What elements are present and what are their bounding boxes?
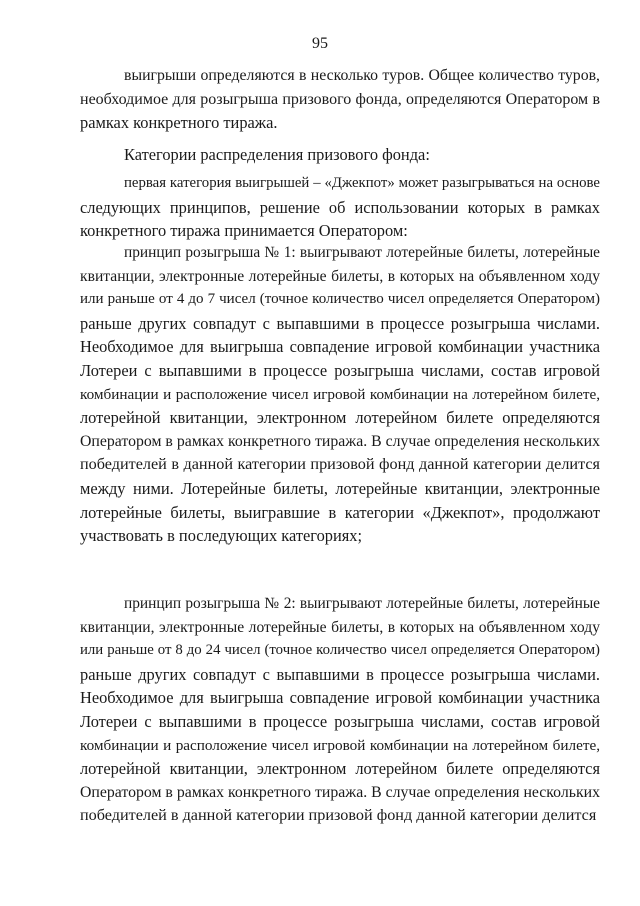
text-line: Лотереи с выпавшими в процессе розыгрыша числами, состав игровой [80, 360, 600, 380]
text-line: принцип розыгрыша № 2: выигрывают лотерейные билеты, лотерейные [124, 595, 600, 612]
text-line: Категории распределения призового фонда: [124, 145, 430, 164]
text-line: комбинации и расположение чисел игровой комбинации на лотерейном билете, [80, 736, 600, 754]
text-line: необходимое для розыгрыша призового фонда, определяются Оператором в [80, 90, 600, 108]
paragraph [80, 64, 600, 135]
paragraph [80, 241, 600, 548]
text-line: победителей в данной категории призовой фонд данной категории делится [80, 455, 600, 474]
text-line: конкретного тиража принимается Оператором: [80, 221, 408, 241]
text-line: Необходимое для выигрыша совпадение игровой комбинации участника [80, 337, 600, 357]
text-line: или раньше от 8 до 24 чисел (точное количество чисел определяется Оператором) [80, 642, 600, 659]
text-line: лотерейные билеты, выигравшие в категории «Джекпот», продолжают [80, 502, 600, 522]
text-line: лотерейной квитанции, электронном лотерейном билете определяются [80, 408, 600, 428]
text-line: Лотереи с выпавшими в процессе розыгрыша числами, состав игровой [80, 711, 600, 731]
text-line: лотерейной квитанции, электронном лотерейном билете определяются [80, 759, 600, 779]
paragraph [80, 172, 600, 243]
page-number: 95 [312, 35, 328, 52]
text-line: комбинации и расположение чисел игровой комбинации на лотерейном билете, [80, 385, 600, 403]
text-line: выигрыши определяются в несколько туров. Общее количество туров, [124, 67, 600, 84]
text-line: первая категория выигрышей – «Джекпот» может разыгрываться на основе [124, 175, 600, 191]
text-line: или раньше от 4 до 7 чисел (точное количество чисел определяется Оператором) [80, 291, 600, 308]
text-line: участвовать в последующих категориях; [80, 526, 363, 546]
text-line: принцип розыгрыша № 1: выигрывают лотерейные билеты, лотерейные [124, 244, 600, 261]
text-line: между ними. Лотерейные билеты, лотерейные квитанции, электронные [80, 478, 600, 498]
text-line: раньше других совпадут с выпавшими в процессе розыгрыша числами. [80, 664, 600, 684]
text-line: рамках конкретного тиража. [80, 113, 278, 133]
text-line: Необходимое для выигрыша совпадение игровой комбинации участника [80, 688, 600, 708]
text-line: следующих принципов, решение об использовании которых в рамках [80, 197, 600, 217]
text-line: Оператором в рамках конкретного тиража. В случае определения нескольких [80, 783, 600, 801]
paragraph [80, 592, 600, 828]
text-line: раньше других совпадут с выпавшими в процессе розыгрыша числами. [80, 313, 600, 333]
text-line: квитанции, электронные лотерейные билеты, в которых на объявленном ходу [80, 618, 600, 636]
paragraph [80, 143, 600, 167]
text-line: победителей в данной категории призовой фонд данной категории делится [80, 806, 597, 825]
text-line: квитанции, электронные лотерейные билеты, в которых на объявленном ходу [80, 267, 600, 285]
text-line: Оператором в рамках конкретного тиража. В случае определения нескольких [80, 432, 600, 450]
